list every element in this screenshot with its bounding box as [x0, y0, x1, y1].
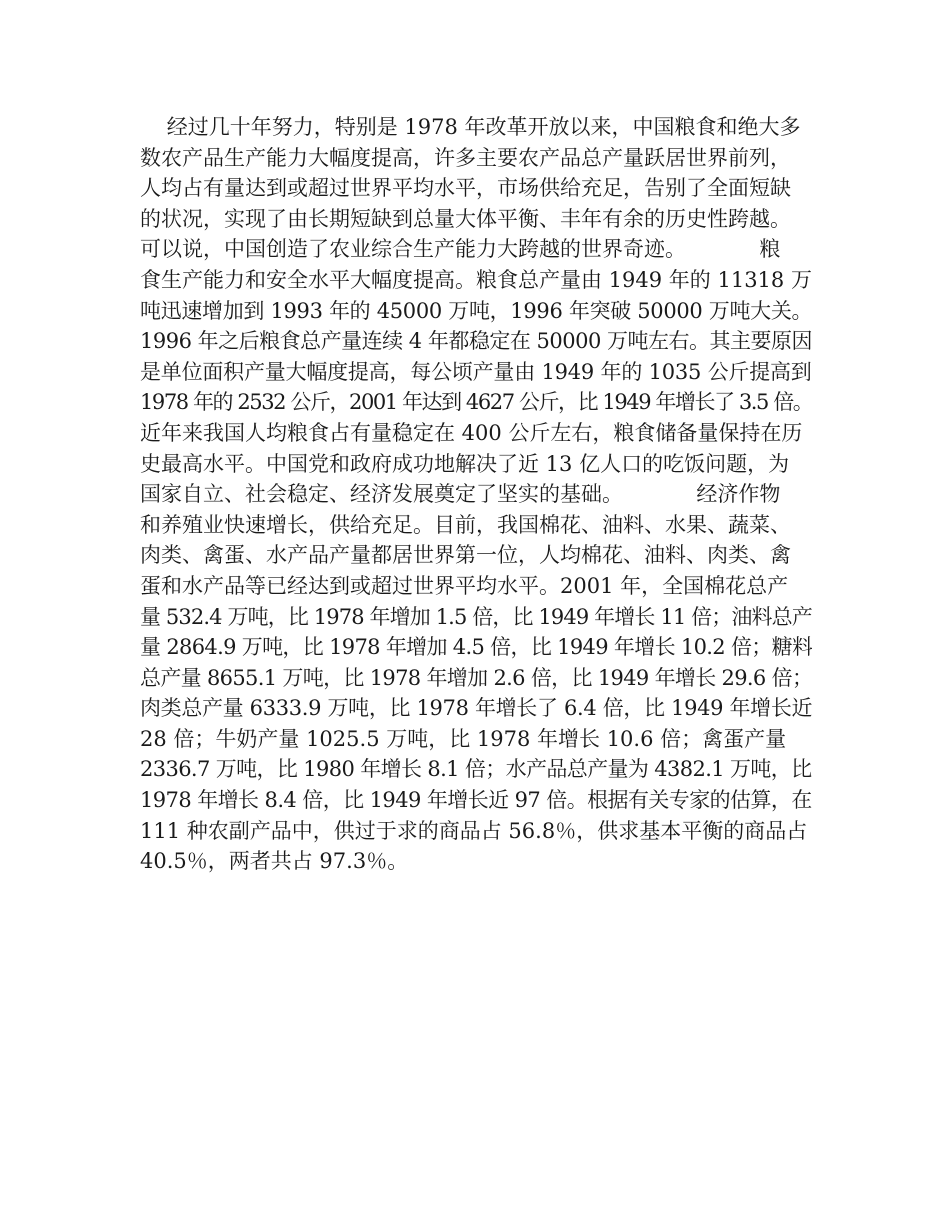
- text-line-6: 食生产能力和安全水平大幅度提高。粮食总产量由 1949 年的 11318 万: [140, 267, 812, 292]
- text-line-9: 是单位面积产量大幅度提高，每公顷产量由 1949 年的 1035 公斤提高到: [140, 359, 812, 384]
- text-line-19: 总产量 8655.1 万吨，比 1978 年增加 2.6 倍，比 1949 年增长 29.6 倍；: [140, 665, 812, 690]
- text-line-15: 肉类、禽蛋、水产品产量都居世界第一位，人均棉花、油料、肉类、禽: [140, 543, 791, 568]
- text-line-1: 经过几十年努力，特别是 1978 年改革开放以来，中国粮食和绝大多: [140, 115, 801, 139]
- text-line-10: 1978 年的 2532 公斤，2001 年达到 4627 公斤，比 1949 年增长了 3.5 倍。: [140, 390, 812, 415]
- text-line-22: 2336.7 万吨，比 1980 年增长 8.1 倍；水产品总产量为 4382.1 万吨，比: [140, 757, 812, 782]
- text-line-2: 数农产品生产能力大幅度提高，许多主要农产品总产量跃居世界前列，: [140, 145, 791, 170]
- text-line-3: 人均占有量达到或超过世界平均水平，市场供给充足，告别了全面短缺: [140, 176, 791, 201]
- text-line-16: 蛋和水产品等已经达到或超过世界平均水平。2001 年，全国棉花总产: [140, 573, 789, 598]
- text-line-12: 史最高水平。中国党和政府成功地解决了近 13 亿人口的吃饭问题，为: [140, 451, 790, 476]
- text-line-20: 肉类总产量 6333.9 万吨，比 1978 年增长了 6.4 倍，比 1949 年增长近: [140, 696, 812, 721]
- text-line-4: 的状况，实现了由长期短缺到总量大体平衡、丰年有余的历史性跨越。: [140, 206, 791, 231]
- text-line-7: 吨迅速增加到 1993 年的 45000 万吨，1996 年突破 50000 万吨大关。: [140, 298, 812, 323]
- text-line-21: 28 倍；牛奶产量 1025.5 万吨，比 1978 年增长 10.6 倍；禽蛋产量: [140, 726, 787, 751]
- text-line-25: 40.5％，两者共占 97.3％。: [140, 849, 409, 874]
- text-line-5: 可以说，中国创造了农业综合生产能力大跨越的世界奇迹。 粮: [140, 237, 781, 262]
- text-line-23: 1978 年增长 8.4 倍，比 1949 年增长近 97 倍。根据有关专家的估算，在: [140, 788, 812, 813]
- text-line-14: 和养殖业快速增长，供给充足。目前，我国棉花、油料、水果、蔬菜、: [140, 512, 791, 537]
- text-line-24: 111 种农副产品中，供过于求的商品占 56.8％，供求基本平衡的商品占: [140, 818, 808, 843]
- text-line-18: 量 2864.9 万吨，比 1978 年增加 4.5 倍，比 1949 年增长 10.2 倍；糖料: [140, 635, 812, 660]
- text-line-11: 近年来我国人均粮食占有量稳定在 400 公斤左右，粮食储备量保持在历: [140, 420, 803, 445]
- body-paragraph: [140, 112, 812, 877]
- text-line-8: 1996 年之后粮食总产量连续 4 年都稳定在 50000 万吨左右。其主要原因: [140, 329, 812, 354]
- text-line-13: 国家自立、社会稳定、经济发展奠定了坚实的基础。 经济作物: [140, 482, 781, 507]
- text-line-17: 量 532.4 万吨，比 1978 年增加 1.5 倍，比 1949 年增长 11 倍；油料总产: [140, 604, 812, 629]
